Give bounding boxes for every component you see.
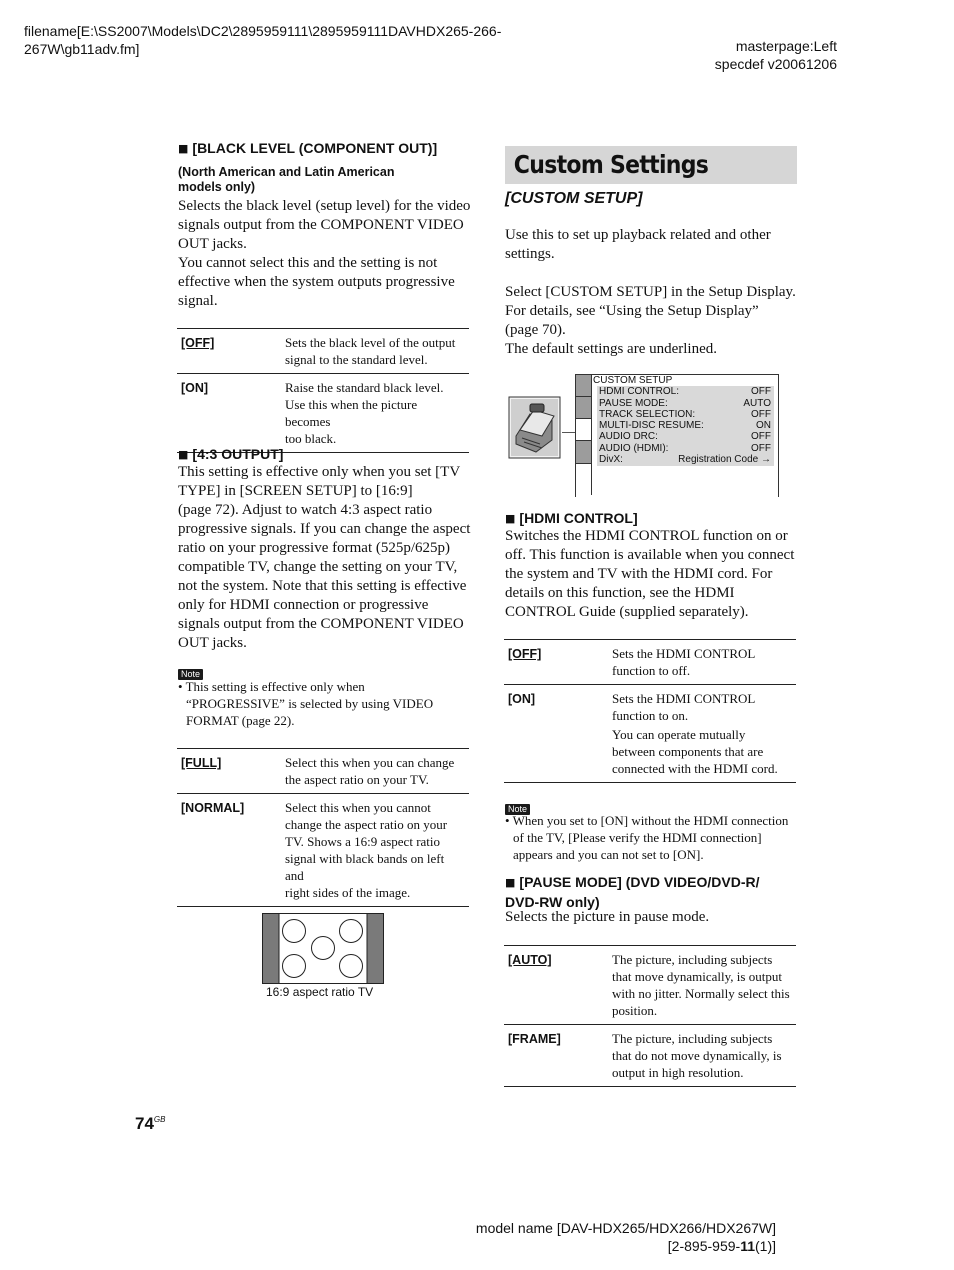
option-desc-line: that do not move dynamically, is bbox=[612, 1048, 782, 1063]
menu-row-value: OFF bbox=[751, 442, 771, 454]
option-desc-line: Sets the HDMI CONTROL bbox=[612, 646, 756, 661]
toolbox-icon bbox=[508, 396, 562, 460]
black-level-heading bbox=[178, 139, 437, 159]
menu-row-value: Registration Code → bbox=[678, 454, 771, 466]
text-line: OUT jacks. bbox=[178, 236, 247, 252]
header-filename bbox=[24, 22, 544, 58]
text-line: ratio on your progressive format (525p/625p) bbox=[178, 540, 451, 556]
note-label: Note bbox=[505, 804, 530, 815]
text-line: details on this function, see the HDMI bbox=[505, 585, 735, 601]
black-level-options-table bbox=[177, 328, 469, 453]
text-line: Selects the black level (setup level) for the video bbox=[178, 198, 471, 214]
menu-row-label: HDMI CONTROL: bbox=[599, 386, 679, 398]
menu-row-value: ON bbox=[756, 420, 771, 432]
text-line: CONTROL Guide (supplied separately). bbox=[505, 604, 749, 620]
square-bullet-icon: ■ bbox=[505, 512, 516, 525]
pause-mode-heading-line-1: [PAUSE MODE] (DVD VIDEO/DVD-R/ bbox=[519, 874, 760, 890]
menu-tab-column bbox=[576, 375, 591, 467]
note-line: appears and you can not set to [ON]. bbox=[513, 847, 704, 862]
text-line: compatible TV, change the setting on your TV, bbox=[178, 559, 458, 575]
black-level-subheading bbox=[178, 165, 394, 195]
option-key: [ON] bbox=[181, 381, 209, 395]
option-desc-line: Select this when you can change bbox=[285, 755, 455, 770]
text-line: not the system. Note that this setting is effective bbox=[178, 578, 467, 594]
aspect-ratio-tv-figure bbox=[262, 913, 384, 985]
text-line: signals output from the COMPONENT VIDEO bbox=[178, 217, 464, 233]
note-line: • When you set to [ON] without the HDMI connection bbox=[505, 813, 789, 828]
black-level-text bbox=[178, 197, 478, 311]
option-desc-line: change the aspect ratio on your bbox=[285, 817, 448, 832]
text-line: Use this to set up playback related and other bbox=[505, 227, 771, 243]
hdmi-control-options-table bbox=[504, 639, 796, 783]
menu-row-label: AUDIO (HDMI): bbox=[599, 442, 669, 454]
text-line: progressive signals. If you can change the aspect bbox=[178, 521, 471, 537]
menu-row-label: DivX: bbox=[599, 454, 623, 466]
text-line: Switches the HDMI CONTROL function on or bbox=[505, 528, 788, 544]
menu-row-label: TRACK SELECTION: bbox=[599, 408, 696, 420]
menu-row-value: OFF bbox=[751, 431, 771, 443]
option-desc-line: connected with the HDMI cord. bbox=[612, 761, 778, 776]
menu-row bbox=[599, 431, 771, 442]
menu-row bbox=[599, 420, 771, 431]
table-row bbox=[177, 329, 469, 374]
masterpage-label: masterpage:Left bbox=[735, 38, 837, 54]
note-line: “PROGRESSIVE” is selected by using VIDEO bbox=[186, 696, 434, 711]
text-line: only for HDMI connection or progressive bbox=[178, 597, 429, 613]
pause-mode-options-table bbox=[504, 945, 796, 1087]
menu-row-value: AUTO bbox=[743, 397, 771, 409]
table-row bbox=[504, 946, 796, 1025]
subsection-title: [CUSTOM SETUP] bbox=[505, 190, 643, 207]
option-desc-line: output in high resolution. bbox=[612, 1065, 744, 1080]
note-line: of the TV, [Please verify the HDMI connection] bbox=[513, 830, 762, 845]
option-key: [AUTO] bbox=[508, 953, 552, 967]
filename-line-1: filename[E:\SS2007\Models\DC2\2895959111\2895959111DAVHDX265-266- bbox=[24, 23, 502, 39]
option-desc-line: with no jitter. Normally select this bbox=[612, 986, 790, 1001]
custom-setup-menu-screen bbox=[508, 372, 780, 496]
text-line: off. This function is available when you connect bbox=[505, 547, 795, 563]
text-line: effective when the system outputs progressive bbox=[178, 274, 455, 290]
part-code-prefix: [2-895-959- bbox=[667, 1238, 741, 1254]
text-line: TYPE] in [SCREEN SETUP] to [16:9] bbox=[178, 483, 413, 499]
menu-row-value: OFF bbox=[751, 386, 771, 398]
option-desc-line: the aspect ratio on your TV. bbox=[285, 772, 429, 787]
option-desc-line: signal with black bands on left and bbox=[285, 851, 445, 883]
option-key: [OFF] bbox=[508, 647, 542, 661]
section-title: Custom Settings bbox=[513, 150, 709, 179]
text-line: OUT jacks. bbox=[178, 635, 247, 651]
table-row bbox=[504, 640, 796, 685]
note-line: • This setting is effective only when bbox=[178, 679, 365, 694]
menu-tab bbox=[576, 375, 591, 397]
table-row bbox=[504, 685, 796, 783]
header-masterpage bbox=[715, 37, 837, 73]
square-bullet-icon: ■ bbox=[178, 448, 189, 461]
part-code-suffix: (1)] bbox=[755, 1238, 776, 1254]
menu-row-label: AUDIO DRC: bbox=[599, 431, 658, 443]
option-key: [OFF] bbox=[181, 336, 215, 350]
menu-tab bbox=[576, 397, 591, 419]
specdef-label: specdef v20061206 bbox=[714, 56, 837, 72]
square-bullet-icon: ■ bbox=[505, 876, 516, 889]
text-line: For details, see “Using the Setup Display” bbox=[505, 303, 759, 319]
option-desc-line: right sides of the image. bbox=[285, 885, 411, 900]
menu-row bbox=[599, 454, 771, 465]
square-bullet-icon: ■ bbox=[178, 142, 189, 155]
option-desc-line: between components that are bbox=[612, 744, 764, 759]
footer-model bbox=[476, 1219, 776, 1255]
menu-row bbox=[599, 409, 771, 420]
filename-line-2: 267W\gb11adv.fm] bbox=[24, 41, 140, 57]
output43-options-table bbox=[177, 748, 469, 907]
menu-row bbox=[599, 398, 771, 409]
option-key: [NORMAL] bbox=[181, 801, 245, 815]
black-band-right bbox=[367, 914, 383, 983]
page-number bbox=[135, 1114, 165, 1134]
option-desc-line: Select this when you cannot bbox=[285, 800, 431, 815]
option-desc-line: TV. Shows a 16:9 aspect ratio bbox=[285, 834, 441, 849]
page-suffix: GB bbox=[153, 1115, 166, 1124]
part-code-bold: 11 bbox=[740, 1238, 755, 1254]
option-desc-line: The picture, including subjects bbox=[612, 952, 773, 967]
text-line: signal. bbox=[178, 293, 218, 309]
note-line: FORMAT (page 22). bbox=[186, 713, 295, 728]
part-code-line bbox=[476, 1237, 776, 1255]
output43-heading bbox=[178, 445, 283, 465]
text-line: signals output from the COMPONENT VIDEO bbox=[178, 616, 464, 632]
note-label: Note bbox=[178, 669, 203, 680]
table-row bbox=[504, 1025, 796, 1087]
page-number-value: 74 bbox=[135, 1114, 154, 1133]
option-desc-line: position. bbox=[612, 1003, 658, 1018]
menu-row-label: MULTI-DISC RESUME: bbox=[599, 420, 704, 432]
select-text bbox=[505, 283, 805, 359]
subheading-line-2: models only) bbox=[178, 180, 256, 194]
text-line: Select [CUSTOM SETUP] in the Setup Display. bbox=[505, 284, 796, 300]
pause-mode-text: Selects the picture in pause mode. bbox=[505, 909, 710, 925]
menu-title: CUSTOM SETUP bbox=[593, 375, 673, 386]
text-line: You cannot select this and the setting is not bbox=[178, 255, 438, 271]
option-desc-line: The picture, including subjects bbox=[612, 1031, 773, 1046]
option-desc-line: Raise the standard black level. bbox=[285, 380, 444, 395]
text-line: settings. bbox=[505, 246, 555, 262]
text-line: The default settings are underlined. bbox=[505, 341, 718, 357]
menu-row-value: OFF bbox=[751, 408, 771, 420]
hdmi-control-note bbox=[505, 812, 805, 863]
text-line: This setting is effective only when you set [TV bbox=[178, 464, 461, 480]
output43-text bbox=[178, 463, 478, 653]
option-desc-line: function to off. bbox=[612, 663, 691, 678]
pause-mode-heading bbox=[505, 873, 760, 911]
text-line: (page 72). Adjust to watch 4:3 aspect ratio bbox=[178, 502, 433, 518]
menu-content bbox=[593, 375, 776, 466]
tab-divider bbox=[591, 375, 592, 495]
text-line: the system and TV with the HDMI cord. For bbox=[505, 566, 773, 582]
black-band-left bbox=[263, 914, 279, 983]
menu-tab-active bbox=[576, 419, 591, 441]
hdmi-control-heading-text: [HDMI CONTROL] bbox=[519, 510, 638, 526]
figure-caption: 16:9 aspect ratio TV bbox=[266, 985, 374, 999]
pause-mode-heading-line-2: DVD-RW only) bbox=[505, 894, 600, 910]
hdmi-control-heading bbox=[505, 509, 638, 529]
text-line: (page 70). bbox=[505, 322, 566, 338]
menu-row bbox=[599, 386, 771, 397]
table-row bbox=[177, 374, 469, 453]
option-desc-line: function to on. bbox=[612, 708, 689, 723]
option-desc-line: too black. bbox=[285, 431, 337, 446]
option-desc-line: Sets the HDMI CONTROL bbox=[612, 691, 756, 706]
table-row bbox=[177, 749, 469, 794]
menu-row-label: PAUSE MODE: bbox=[599, 397, 668, 409]
menu-tab bbox=[576, 441, 591, 464]
menu-settings-box bbox=[597, 386, 774, 466]
option-desc-line: You can operate mutually bbox=[612, 727, 746, 742]
menu-row bbox=[599, 443, 771, 454]
output43-heading-text: [4:3 OUTPUT] bbox=[192, 446, 284, 462]
option-key: [FRAME] bbox=[508, 1032, 561, 1046]
output43-note bbox=[178, 678, 478, 729]
section-title-bar bbox=[505, 146, 797, 184]
subheading-line-1: (North American and Latin American bbox=[178, 165, 395, 179]
option-desc-line: that move dynamically, is output bbox=[612, 969, 782, 984]
option-desc-line: Sets the black level of the output bbox=[285, 335, 456, 350]
intro-text bbox=[505, 226, 805, 264]
option-key: [FULL] bbox=[181, 756, 222, 770]
table-row bbox=[177, 794, 469, 907]
option-desc-line: Use this when the picture becomes bbox=[285, 397, 418, 429]
model-name-line: model name [DAV-HDX265/HDX266/HDX267W] bbox=[475, 1220, 776, 1236]
option-desc-line: signal to the standard level. bbox=[285, 352, 428, 367]
option-key: [ON] bbox=[508, 692, 536, 706]
hdmi-control-text bbox=[505, 527, 805, 622]
black-level-heading-text: [BLACK LEVEL (COMPONENT OUT)] bbox=[192, 140, 438, 156]
